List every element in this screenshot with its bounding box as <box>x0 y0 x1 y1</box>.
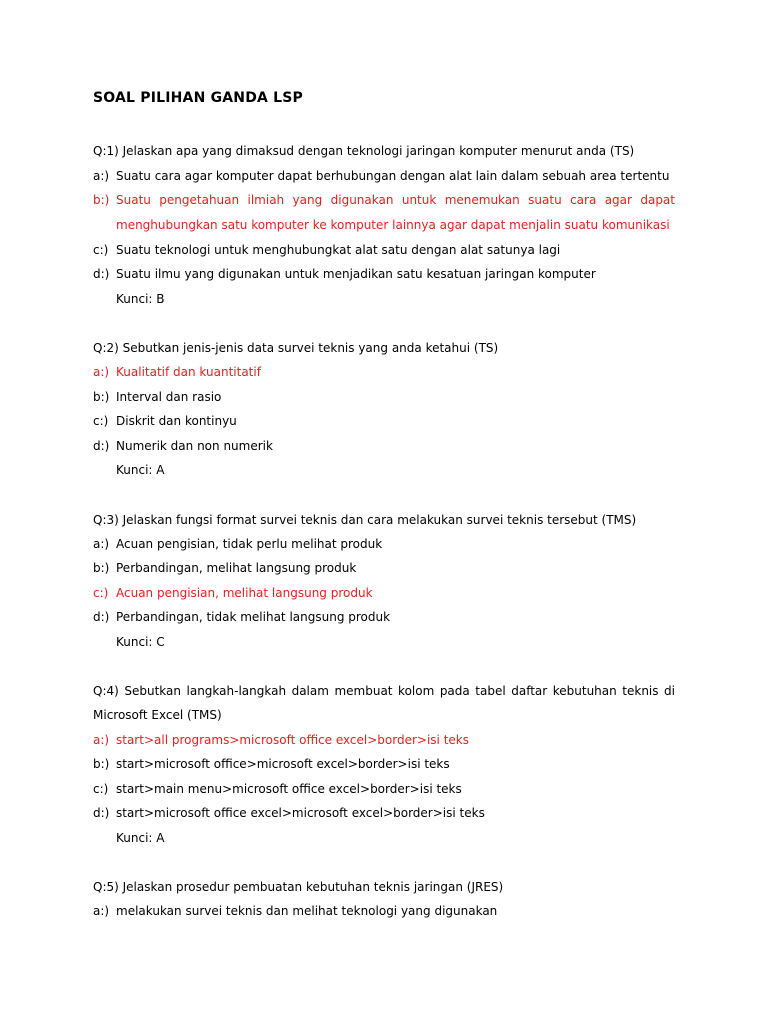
q3-option-b: b:) Perbandingan, melihat langsung produk <box>93 561 357 575</box>
question-3: Q:3) Jelaskan fungsi format survei teknis dan cara melakukan survei teknis tersebut (TMS) <box>93 513 637 527</box>
q1-option-a: a:) Suatu cara agar komputer dapat berhubungan dengan alat lain dalam sebuah area tertentu <box>93 169 670 183</box>
question-4-continued: Microsoft Excel (TMS) <box>93 708 222 722</box>
q4-option-c: c:) start>main menu>microsoft office excel>border>isi teks <box>93 782 462 796</box>
question-5: Q:5) Jelaskan prosedur pembuatan kebutuhan teknis jaringan (JRES) <box>93 880 504 894</box>
q4-option-a: a:) start>all programs>microsoft office excel>border>isi teks <box>93 733 469 747</box>
q5-option-a: a:) melakukan survei teknis dan melihat teknologi yang digunakan <box>93 904 498 918</box>
q1-option-d: d:) Suatu ilmu yang digunakan untuk menjadikan satu kesatuan jaringan komputer <box>93 267 596 281</box>
q4-option-b: b:) start>microsoft office>microsoft excel>border>isi teks <box>93 757 450 771</box>
q3-option-a: a:) Acuan pengisian, tidak perlu melihat produk <box>93 537 383 551</box>
q2-answer-key: Kunci: A <box>116 463 165 477</box>
q1-option-b-continued: menghubungkan satu komputer ke komputer lainnya agar dapat menjalin suatu komunikasi <box>116 218 670 232</box>
q1-option-b: b:) Suatu pengetahuan ilmiah yang digunakan untuk menemukan suatu cara agar dapat <box>93 193 675 207</box>
q1-answer-key: Kunci: B <box>116 292 165 306</box>
question-2: Q:2) Sebutkan jenis-jenis data survei teknis yang anda ketahui (TS) <box>93 341 499 355</box>
q3-answer-key: Kunci: C <box>116 635 165 649</box>
q2-option-c: c:) Diskrit dan kontinyu <box>93 414 237 428</box>
q2-option-d: d:) Numerik dan non numerik <box>93 439 273 453</box>
document-title: SOAL PILIHAN GANDA LSP <box>93 90 304 106</box>
question-1: Q:1) Jelaskan apa yang dimaksud dengan teknologi jaringan komputer menurut anda (TS) <box>93 144 635 158</box>
question-4: Q:4) Sebutkan langkah-langkah dalam membuat kolom pada tabel daftar kebutuhan teknis di <box>93 684 675 698</box>
q2-option-a: a:) Kualitatif dan kuantitatif <box>93 365 261 379</box>
q4-answer-key: Kunci: A <box>116 831 165 845</box>
q4-option-d: d:) start>microsoft office excel>microsoft excel>border>isi teks <box>93 806 485 820</box>
q3-option-d: d:) Perbandingan, tidak melihat langsung produk <box>93 610 391 624</box>
q1-option-c: c:) Suatu teknologi untuk menghubungkat alat satu dengan alat satunya lagi <box>93 243 561 257</box>
q3-option-c: c:) Acuan pengisian, melihat langsung produk <box>93 586 373 600</box>
q2-option-b: b:) Interval dan rasio <box>93 390 222 404</box>
